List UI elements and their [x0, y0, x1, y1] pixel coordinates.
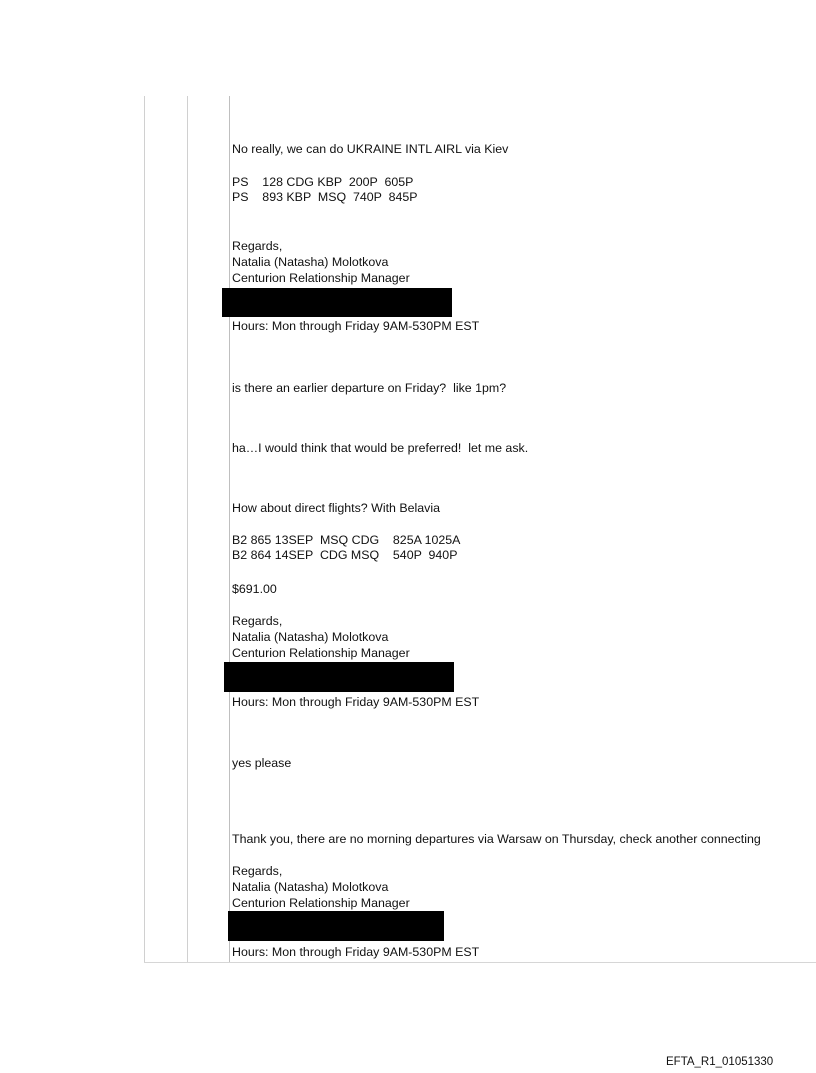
- signature-name: Natalia (Natasha) Molotkova: [232, 255, 389, 269]
- signature-title: Centurion Relationship Manager: [232, 271, 410, 285]
- signature-hours: Hours: Mon through Friday 9AM-530PM EST: [232, 945, 480, 959]
- signature-title: Centurion Relationship Manager: [232, 646, 410, 660]
- signature-regards: Regards,: [232, 614, 283, 628]
- redaction-block: [222, 288, 452, 317]
- message-text: is there an earlier departure on Friday? like 1pm?: [232, 381, 507, 395]
- signature-hours: Hours: Mon through Friday 9AM-530PM EST: [232, 319, 480, 333]
- price-text: $691.00: [232, 582, 277, 596]
- message-text: yes please: [232, 756, 292, 770]
- signature-regards: Regards,: [232, 864, 283, 878]
- signature-title: Centurion Relationship Manager: [232, 896, 410, 910]
- document-id: EFTA_R1_01051330: [666, 1056, 774, 1068]
- signature-name: Natalia (Natasha) Molotkova: [232, 880, 389, 894]
- flight-line: B2 864 14SEP CDG MSQ 540P 940P: [232, 548, 458, 562]
- flight-line: PS 893 KBP MSQ 740P 845P: [232, 190, 418, 204]
- message-text: How about direct flights? With Belavia: [232, 501, 440, 515]
- quote-border-middle: [187, 96, 188, 962]
- redaction-block: [228, 911, 444, 941]
- message-text: No really, we can do UKRAINE INTL AIRL via Kiev: [232, 142, 509, 156]
- signature-hours: Hours: Mon through Friday 9AM-530PM EST: [232, 695, 480, 709]
- message-text: ha…I would think that would be preferred! let me ask.: [232, 441, 529, 455]
- signature-regards: Regards,: [232, 239, 283, 253]
- message-text: Thank you, there are no morning departures via Warsaw on Thursday, check another connecting: [232, 832, 761, 846]
- flight-line: B2 865 13SEP MSQ CDG 825A 1025A: [232, 533, 461, 547]
- quote-border-outer: [144, 96, 145, 962]
- signature-name: Natalia (Natasha) Molotkova: [232, 630, 389, 644]
- redaction-block: [224, 662, 454, 692]
- flight-line: PS 128 CDG KBP 200P 605P: [232, 175, 414, 189]
- quote-border-inner: [229, 96, 230, 962]
